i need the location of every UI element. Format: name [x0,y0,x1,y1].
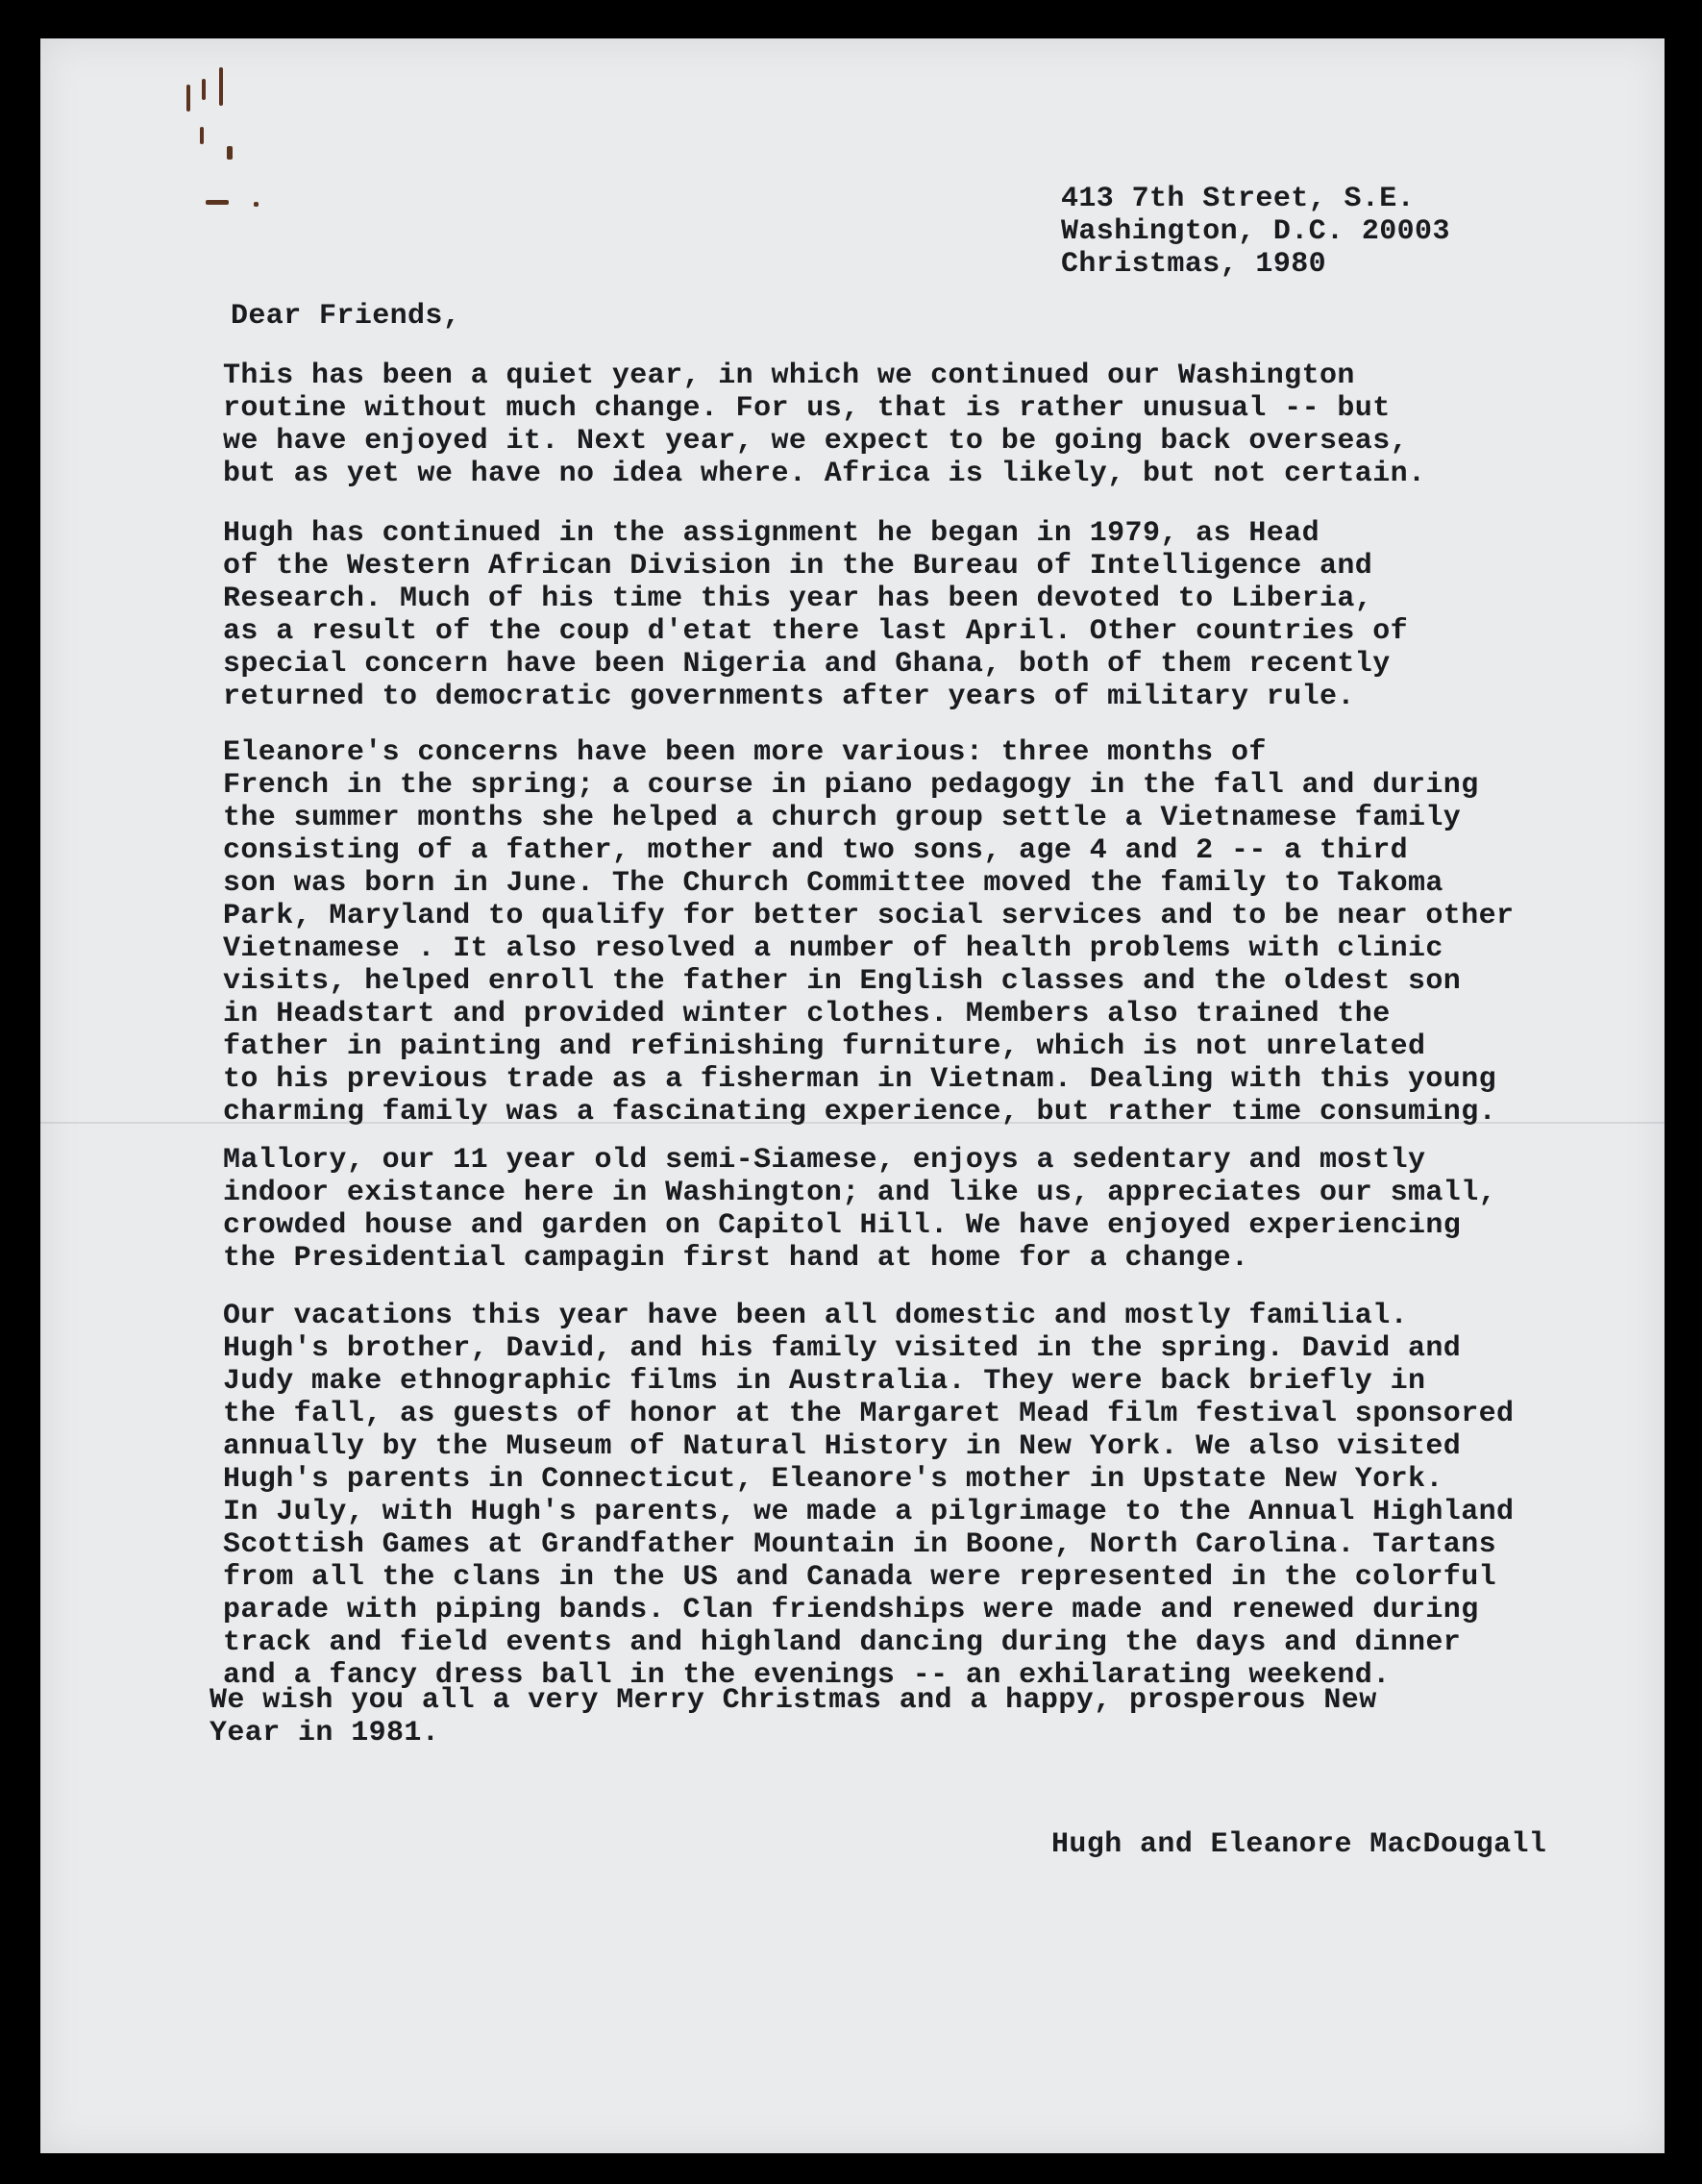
signature: Hugh and Eleanore MacDougall [1051,1828,1547,1861]
paragraph-2: Hugh has continued in the assignment he began in 1979, as Head of the Western African Division in the Bureau of Intelligence and Research. Much of his time this year has been devoted to Liberia, as a result of the coup d'etat there last April. Other countries of special concern have been Nigeria and Ghana, both of them recently returned to democratic governments after years of military rule. [223,517,1408,713]
paragraph-6: We wish you all a very Merry Christmas and a happy, prosperous New Year in 1981. [210,1684,1377,1750]
ink-mark [219,67,223,106]
sender-address: 413 7th Street, S.E. Washington, D.C. 20003 Christmas, 1980 [1061,183,1450,281]
salutation: Dear Friends, [231,300,461,333]
letter-page [40,38,1665,2153]
ink-mark [202,79,206,100]
ink-mark [227,146,233,160]
ink-mark [206,200,229,205]
paragraph-5: Our vacations this year have been all domestic and mostly familial. Hugh's brother, David, and his family visited in the spring. David and Judy make ethnographic films in Australia. They were back briefly in the fall, as guests of honor at the Margaret Mead film festival sponsored annually by the Museum of Natural History in New York. We also visited Hugh's parents in Connecticut, Eleanore's mother in Upstate New York. In July, with Hugh's parents, we made a pilgrimage to the Annual Highland Scottish Games at Grandfather Mountain in Boone, North Carolina. Tartans from all the clans in the US and Canada were represented in the colorful parade with piping bands. Clan friendships were made and renewed during track and field events and highland dancing during the days and dinner and a fancy dress ball in the evenings -- an exhilarating weekend. [223,1300,1515,1692]
paragraph-4: Mallory, our 11 year old semi-Siamese, enjoys a sedentary and mostly indoor existance here in Washington; and like us, appreciates our small, crowded house and garden on Capitol Hill. We have enjoyed experiencing the Presidential campagin first hand at home for a change. [223,1144,1497,1275]
ink-mark [200,127,204,144]
ink-mark [186,85,190,112]
paragraph-1: This has been a quiet year, in which we continued our Washington routine without much change. For us, that is rather unusual -- but we have enjoyed it. Next year, we expect to be going back overseas, but as yet we have no idea where. Africa is likely, but not certain. [223,360,1426,490]
ink-mark [254,202,259,207]
paragraph-3: Eleanore's concerns have been more various: three months of French in the spring; a course in piano pedagogy in the fall and during the summer months she helped a church group settle a Vietnamese family consisting of a father, mother and two sons, age 4 and 2 -- a third son was born in June. The Church Committee moved the family to Takoma Park, Maryland to qualify for better social services and to be near other Vietnamese . It also resolved a number of health problems with clinic visits, helped enroll the father in English classes and the oldest son in Headstart and provided winter clothes. Members also trained the father in painting and refinishing furniture, which is not unrelated to his previous trade as a fisherman in Vietnam. Dealing with this young charming family was a fascinating experience, but rather time consuming. [223,736,1515,1129]
